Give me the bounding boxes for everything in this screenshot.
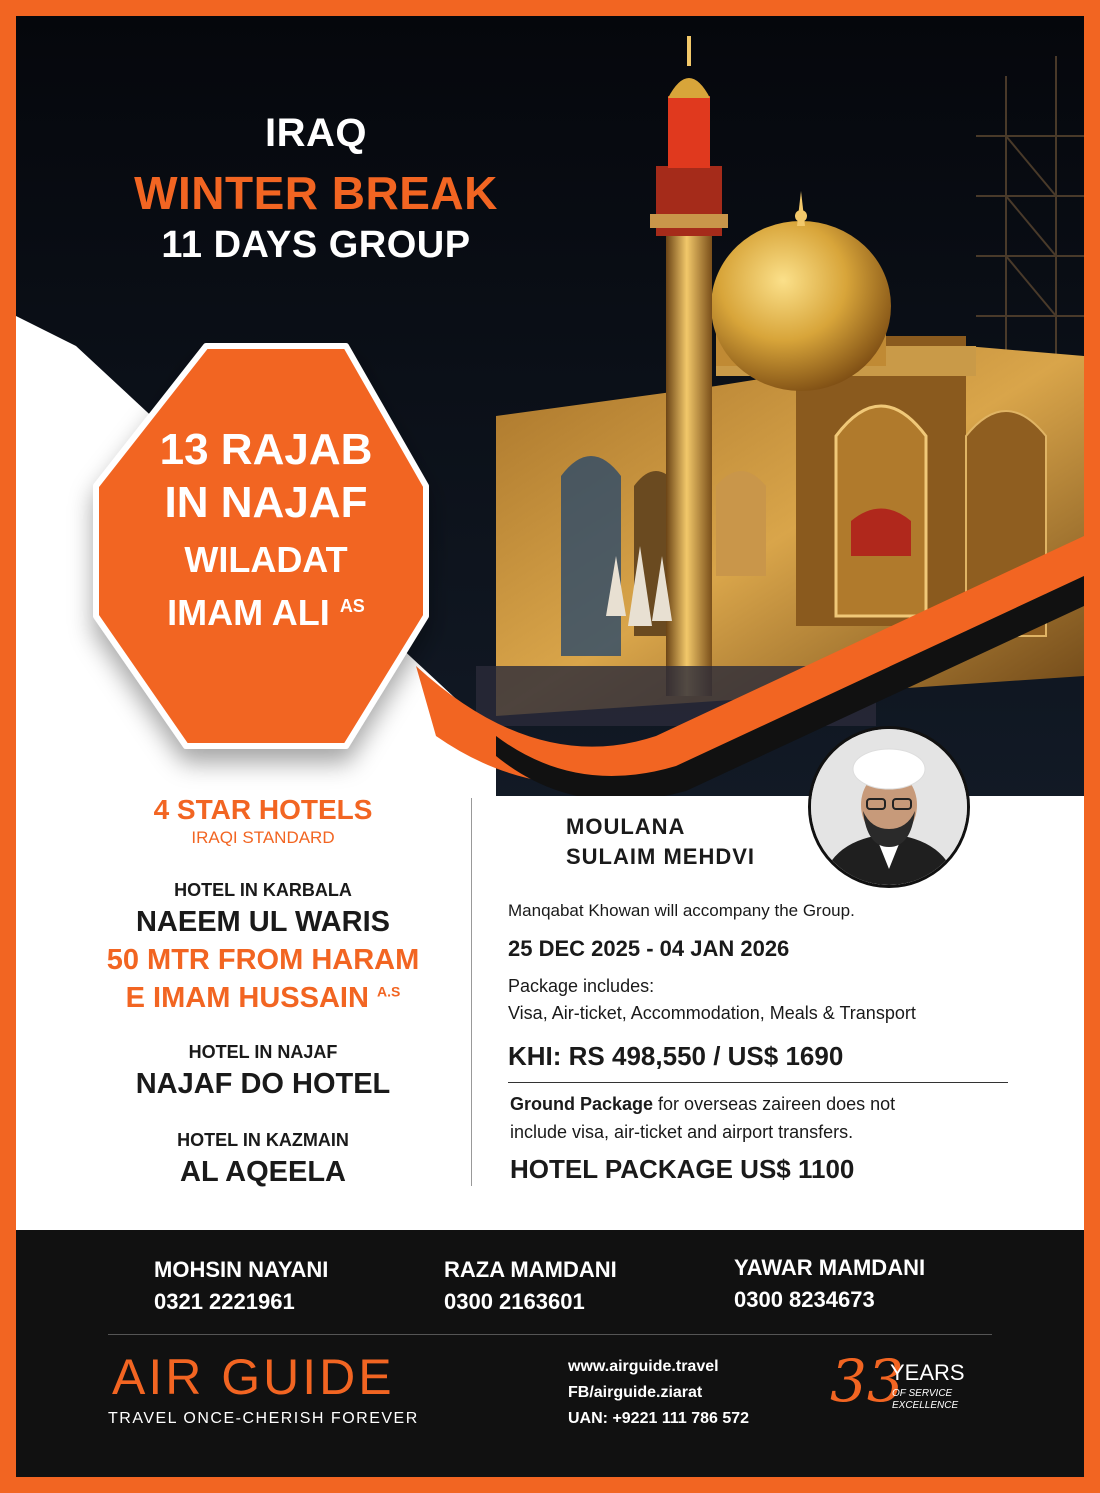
portrait-illustration [811, 729, 967, 885]
hotels-subtitle: IRAQI STANDARD [191, 828, 335, 847]
manqabat-note: Manqabat Khowan will accompany the Group. [508, 901, 855, 920]
leader-title: MOULANA [566, 814, 686, 839]
poster [16, 16, 1084, 1477]
badge-line4: IMAM ALI [167, 592, 330, 633]
contact-1 [154, 1254, 328, 1318]
brand-tagline: TRAVEL ONCE-CHERISH FOREVER [108, 1410, 419, 1427]
years-sub1: OF SERVICE [892, 1388, 953, 1399]
contact-3 [734, 1252, 925, 1316]
ground-package-bold: Ground Package [510, 1094, 654, 1114]
ground-package-note [510, 1094, 895, 1115]
karbala-hotel-name: NAEEM UL WARIS [135, 906, 391, 938]
uan-number[interactable]: UAN: +9221 111 786 572 [568, 1410, 750, 1427]
badge-sup: AS [339, 596, 365, 616]
najaf-hotel-name: NAJAF DO HOTEL [135, 1068, 391, 1100]
kazmain-label: HOTEL IN KAZMAIN [177, 1130, 349, 1150]
years-sub2: EXCELLENCE [892, 1400, 959, 1411]
badge-line2: IN NAJAF [164, 478, 368, 527]
contact-2-phone[interactable]: 0300 2163601 [444, 1289, 585, 1314]
title-days-group: 11 DAYS GROUP [161, 224, 471, 266]
tour-dates: 25 DEC 2025 - 04 JAN 2026 [508, 936, 790, 961]
contact-1-phone[interactable]: 0321 2221961 [154, 1289, 295, 1314]
hotel-package-price: HOTEL PACKAGE US$ 1100 [510, 1154, 855, 1184]
contact-3-phone[interactable]: 0300 8234673 [734, 1287, 875, 1312]
title-winter-break: WINTER BREAK [134, 167, 498, 219]
facebook-link[interactable]: FB/airguide.ziarat [568, 1384, 703, 1401]
leader-name: SULAIM MEHDVI [566, 844, 755, 869]
courtyard-umbrellas [606, 546, 672, 626]
ground-package-line2: include visa, air-ticket and airport transfers. [510, 1122, 854, 1142]
avatar [808, 726, 970, 888]
contact-3-name: YAWAR MAMDANI [734, 1255, 926, 1280]
package-includes-list: Visa, Air-ticket, Accommodation, Meals & Transport [508, 1003, 916, 1023]
package-includes-label: Package includes: [508, 976, 655, 996]
web-links [568, 1354, 749, 1432]
karbala-haram-text: E IMAM HUSSAIN [125, 982, 369, 1014]
badge-text [96, 424, 436, 635]
dome-finial-ball [795, 210, 807, 222]
contact-2 [444, 1254, 617, 1318]
footer-divider [108, 1334, 992, 1335]
karbala-distance: 50 MTR FROM HARAM [106, 944, 420, 976]
minaret-upper [668, 96, 710, 168]
contact-1-name: MOHSIN NAYANI [154, 1257, 329, 1282]
karbala-label: HOTEL IN KARBALA [174, 880, 352, 900]
contact-2-name: RAZA MAMDANI [444, 1257, 617, 1282]
years-number: 33 [830, 1347, 904, 1415]
kazmain-hotel-name: AL AQEELA [180, 1156, 346, 1188]
title-iraq: IRAQ [265, 111, 367, 155]
brand-name: AIR GUIDE [112, 1349, 395, 1405]
najaf-label: HOTEL IN NAJAF [188, 1042, 338, 1062]
karbala-haram [56, 982, 470, 1015]
minaret-shaft [666, 226, 712, 696]
years-badge [830, 1347, 1010, 1424]
price-divider [508, 1082, 1008, 1083]
package-price: KHI: RS 498,550 / US$ 1690 [508, 1041, 844, 1071]
ground-package-rest: for overseas zaireen does not [653, 1094, 896, 1114]
badge-line3: WILADAT [184, 539, 348, 580]
column-divider [471, 798, 472, 1186]
minaret-balcony-rim [650, 214, 728, 228]
hotels-title: 4 STAR HOTELS [153, 794, 373, 825]
badge-line1: 13 RAJAB [159, 425, 373, 474]
footer [16, 1230, 1084, 1477]
golden-dome [711, 221, 891, 391]
website-link[interactable]: www.airguide.travel [568, 1358, 719, 1375]
years-word: YEARS [890, 1360, 965, 1385]
karbala-sup: A.S [377, 983, 401, 1000]
